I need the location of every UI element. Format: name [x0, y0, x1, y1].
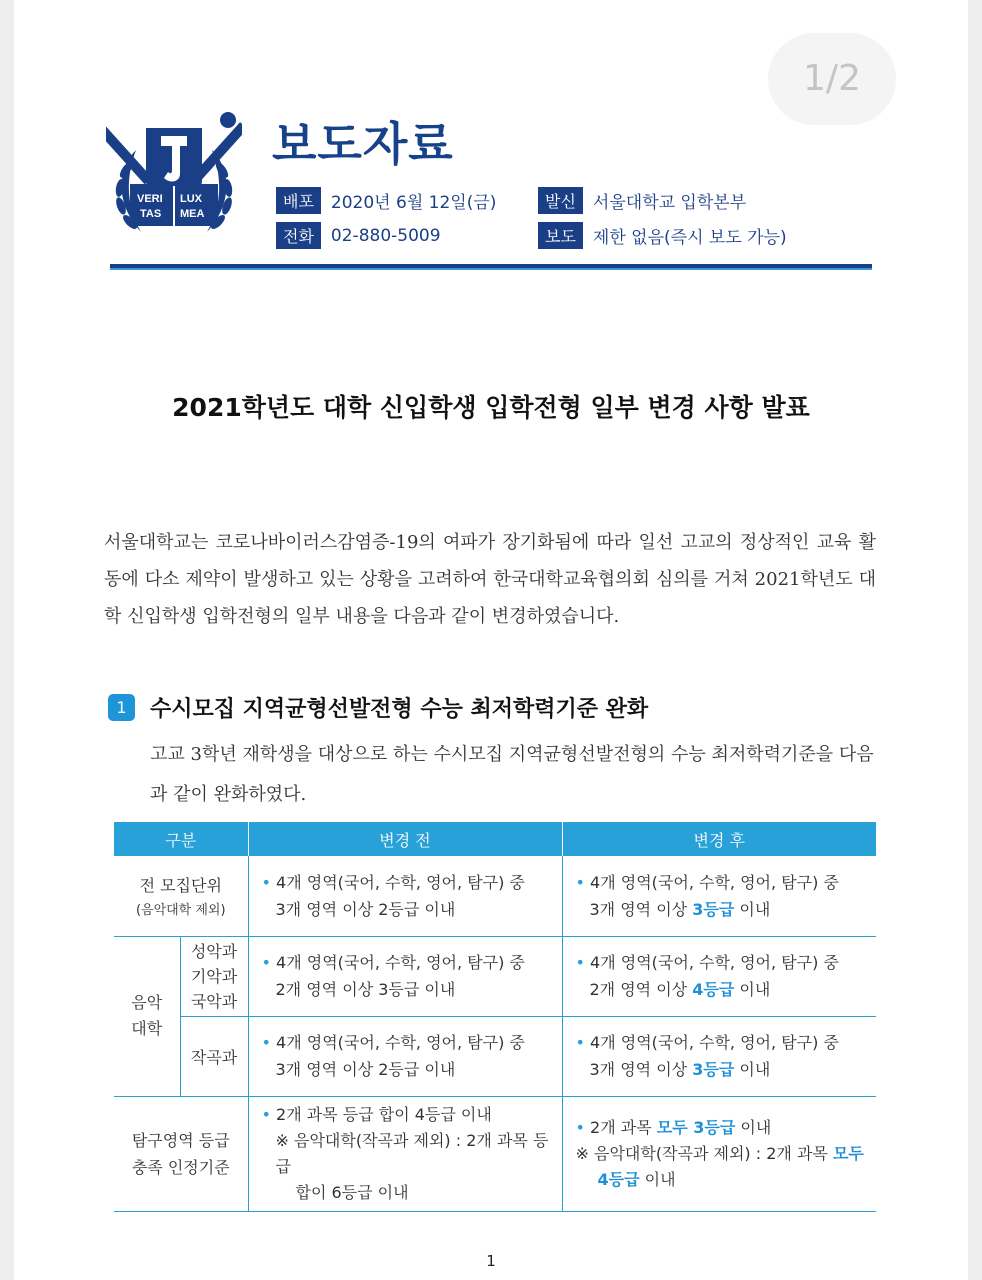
distribution-label: 배포 [276, 187, 321, 214]
before-cell [248, 856, 562, 936]
row-label [114, 856, 248, 936]
bullet-icon: • [261, 953, 271, 972]
table-row [114, 1096, 876, 1211]
logo-text-lux: LUX [180, 193, 202, 205]
before-cell [248, 936, 562, 1016]
after-cell [562, 856, 876, 936]
music-college-label [114, 936, 180, 1096]
phone-row [276, 222, 441, 249]
table-header-row [114, 822, 876, 856]
after-text: 이내 [739, 1060, 771, 1079]
before-text: 4개 영역(국어, 수학, 영어, 탐구) 중 [276, 953, 525, 972]
before-text: 3개 영역 이상 2등급 이내 [275, 899, 456, 919]
logo-text-tas: TAS [140, 208, 162, 220]
after-highlight: 모두 [832, 1143, 864, 1163]
before-text: 3개 영역 이상 2등급 이내 [275, 1060, 456, 1079]
after-text: 3개 영역 이상 [589, 1060, 688, 1079]
distribution-row [276, 187, 496, 214]
after-highlight: 4등급 [597, 1169, 640, 1189]
bullet-icon: • [575, 953, 585, 972]
embargo-value: 제한 없음(즉시 보도 가능) [592, 228, 787, 248]
before-text: 2개 과목 등급 합이 4등급 이내 [276, 1104, 492, 1124]
before-text: 2개 영역 이상 3등급 이내 [275, 980, 456, 999]
note-mark: ※ [275, 1130, 289, 1150]
before-text: 4개 영역(국어, 수학, 영어, 탐구) 중 [276, 872, 525, 892]
after-text: 2개 과목 [590, 1117, 652, 1137]
after-text: 이내 [739, 899, 771, 919]
after-text: 2개 영역 이상 [589, 980, 688, 999]
section-body: 고교 3학년 재학생을 대상으로 하는 수시모집 지역균형선발전형의 수능 최저학력기준을 다음과 같이 완화하였다. [150, 744, 874, 805]
after-cell [562, 1016, 876, 1096]
row-label: 작곡과 [180, 1016, 248, 1096]
dept-label: 국악과 [190, 991, 238, 1011]
document-title: 2021학년도 대학 신입학생 입학전형 일부 변경 사항 발표 [172, 393, 810, 422]
table-row [114, 1016, 876, 1096]
header-after: 변경 후 [562, 822, 876, 856]
sender-label: 발신 [538, 187, 583, 214]
dept-label: 성악과 [190, 941, 238, 961]
intro-paragraph: 서울대학교는 코로나바이러스감염증-19의 여파가 장기화됨에 따라 일선 고교의 정상적인 교육 활동에 다소 제약이 발생하고 있는 상황을 고려하여 한국대학교육협의회 심의를 거쳐 2021학년도 대학 신입학생 입학전형의 일부 내용을 다음과 같이 변경하였습니다. [104, 532, 877, 627]
header-before: 변경 전 [248, 822, 562, 856]
after-text: 4개 영역(국어, 수학, 영어, 탐구) 중 [590, 953, 839, 972]
after-text: 3개 영역 이상 [589, 899, 688, 919]
embargo-row [538, 222, 787, 249]
logo-text-mea: MEA [180, 208, 205, 220]
row-label [114, 1096, 248, 1211]
before-note: 합이 6등급 이내 [295, 1182, 409, 1202]
row-label-main: 전 모집단위 [139, 876, 222, 896]
after-text: 4개 영역(국어, 수학, 영어, 탐구) 중 [590, 1033, 839, 1052]
press-release-title: 보도자료 [272, 117, 454, 171]
before-cell [248, 1096, 562, 1211]
distribution-value: 2020년 6월 12일(금) [330, 193, 497, 213]
table-row [114, 856, 876, 936]
note-mark: ※ [575, 1143, 589, 1163]
after-highlight: 3등급 [692, 899, 735, 919]
bullet-icon: • [261, 872, 271, 892]
before-cell [248, 1016, 562, 1096]
after-text: 4개 영역(국어, 수학, 영어, 탐구) 중 [590, 872, 839, 892]
after-highlight: 4등급 [692, 980, 735, 999]
phone-label: 전화 [276, 222, 321, 249]
bullet-icon: • [261, 1033, 271, 1052]
bullet-icon: • [575, 872, 585, 892]
after-text: 이내 [740, 1117, 772, 1137]
phone-value: 02-880-5009 [330, 225, 441, 246]
bullet-icon: • [575, 1117, 585, 1137]
bullet-icon: • [261, 1104, 271, 1124]
after-highlight: 3등급 [692, 1060, 735, 1079]
section-title: 수시모집 지역균형선발전형 수능 최저학력기준 완화 [150, 697, 649, 722]
after-cell [562, 1096, 876, 1211]
criteria-comparison-table [114, 822, 876, 1212]
after-text: 이내 [739, 980, 771, 999]
page-number: 1 [486, 1252, 496, 1270]
dept-label: 기악과 [190, 966, 238, 986]
row-label-sub: (음악대학 제외) [135, 903, 226, 919]
embargo-label: 보도 [538, 222, 583, 249]
section-number-badge: 1 [108, 694, 135, 721]
after-note: 음악대학(작곡과 제외) : 2개 과목 [594, 1143, 828, 1163]
bullet-icon: • [575, 1033, 585, 1052]
logo-text-veri: VERI [137, 193, 163, 205]
row-label [180, 936, 248, 1016]
music-college-line: 대학 [131, 1019, 163, 1038]
after-highlight: 모두 3등급 [656, 1117, 736, 1137]
header-category: 구분 [114, 822, 248, 856]
after-cell [562, 936, 876, 1016]
sender-row [538, 187, 746, 214]
row-label-line: 충족 인정기준 [131, 1157, 230, 1177]
university-emblem-icon [106, 110, 242, 244]
row-label-line: 탐구영역 등급 [131, 1130, 230, 1150]
table-row [114, 936, 876, 1016]
sender-value: 서울대학교 입학본부 [592, 193, 747, 213]
before-text: 4개 영역(국어, 수학, 영어, 탐구) 중 [276, 1033, 525, 1052]
music-college-line: 음악 [131, 993, 163, 1012]
page-indicator: 1/2 [768, 33, 896, 125]
header-divider-accent [110, 268, 872, 270]
after-note: 이내 [644, 1169, 676, 1189]
before-note: 음악대학(작곡과 제외) : 2개 과목 등급 [275, 1130, 549, 1176]
